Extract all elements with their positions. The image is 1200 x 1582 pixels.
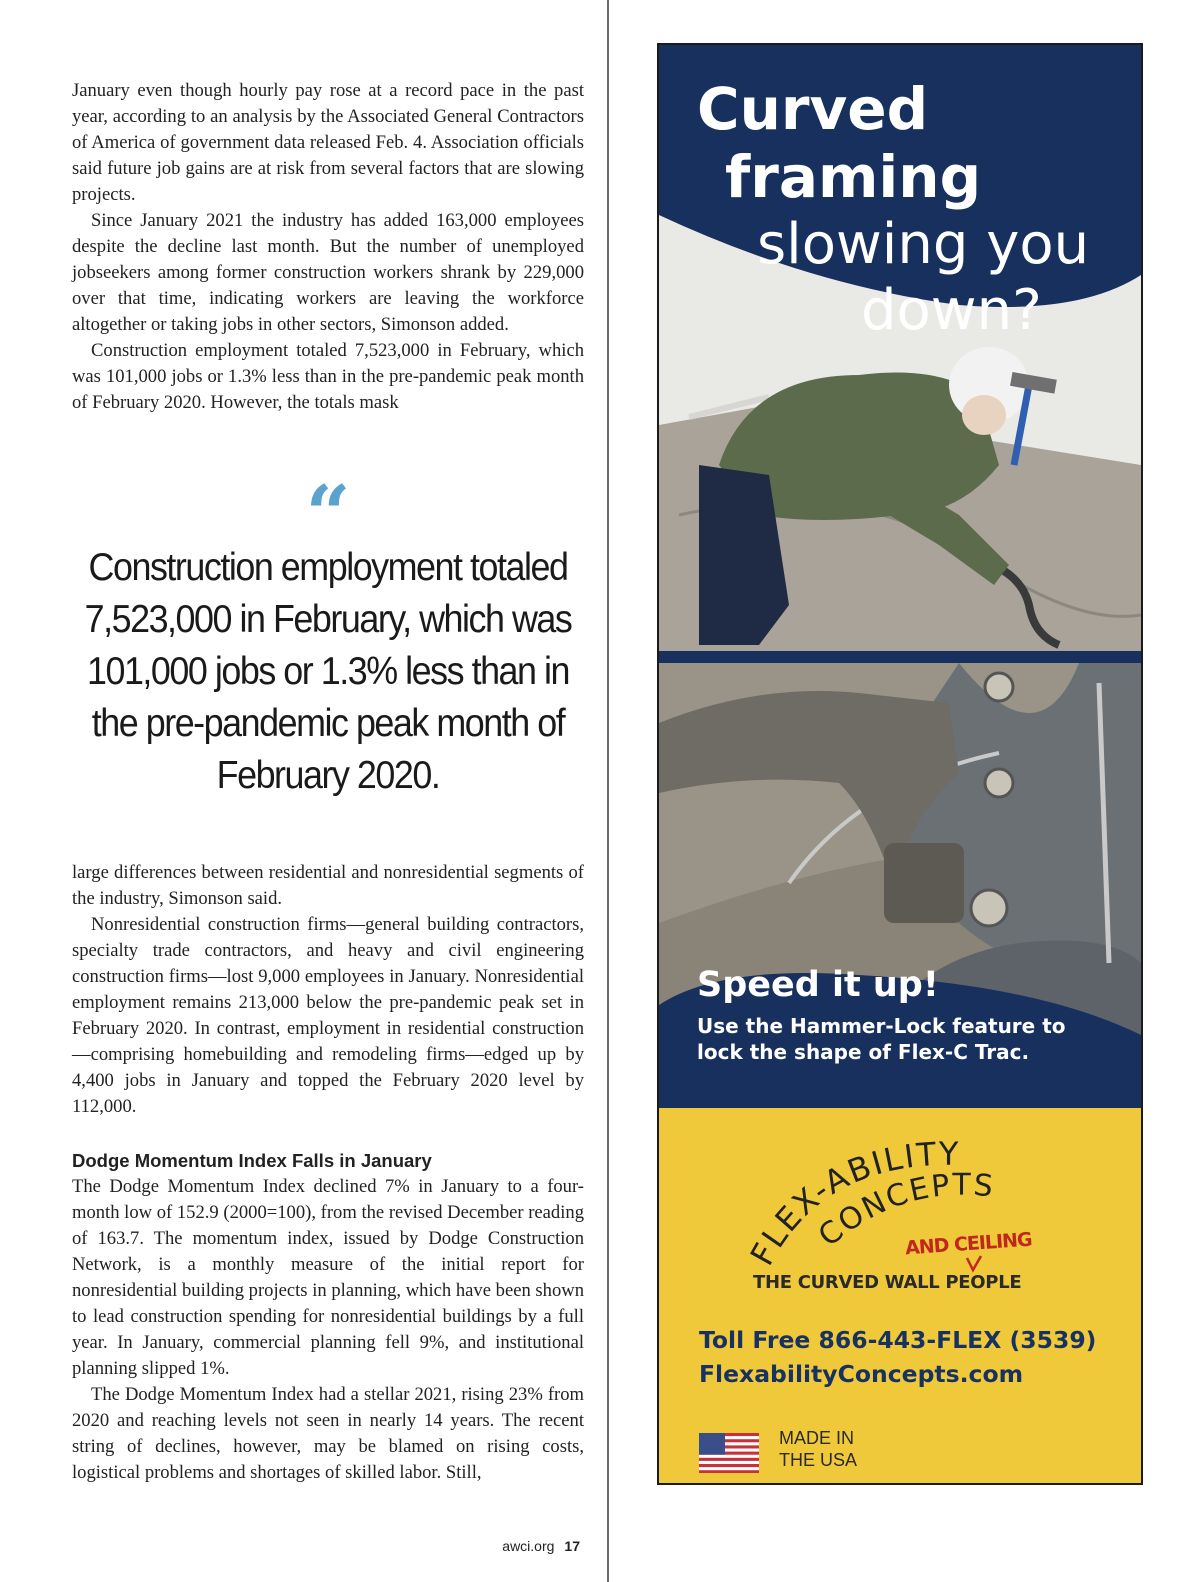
advertisement[interactable] <box>657 43 1143 1485</box>
article-paragraph: The Dodge Momentum Index had a stellar 2021, rising 23% from 2020 and reaching levels not seen in nearly 14 years. The recent string of declines, however, may be blamed on rising costs, logistical problems and shortages of skilled labor. Still, <box>72 1384 584 1483</box>
ad-headline-line2: framing <box>725 143 982 211</box>
ad-headline-line3: slowing you <box>757 212 1090 277</box>
article-top <box>72 78 584 416</box>
svg-text:CONCEPTS: CONCEPTS <box>811 1167 997 1254</box>
phone-number: Toll Free 866-443-FLEX (3539) <box>699 1326 1097 1354</box>
handwritten-note: AND CEILING <box>904 1228 1033 1260</box>
company-tagline: THE CURVED WALL PEOPLE <box>753 1272 1022 1293</box>
ad-top-photo <box>659 45 1141 651</box>
made-in-line1: MADE IN <box>779 1428 855 1448</box>
ad-separator <box>659 651 1141 663</box>
ad-headline-line4: down? <box>861 278 1042 343</box>
article-paragraph: Construction employment totaled 7,523,000 in February, which was 101,000 jobs or 1.3% less than in the pre-pandemic peak month of February 2020. However, the totals mask <box>72 340 584 413</box>
article-paragraph: large differences between residential and nonresidential segments of the industry, Simonson said. <box>72 862 584 909</box>
us-flag-icon <box>699 1433 759 1473</box>
quote-mark-icon: “ <box>305 469 351 560</box>
article-paragraph: The Dodge Momentum Index declined 7% in January to a four-month low of 152.9 (2000=100), from the revised December reading of 163.7. The momentum index, issued by Dodge Construction Network, is a monthly measure of the initial report for nonresidential building projects in planning, which have been shown to lead construction spending for nonresidential buildings by a full year. In January, commercial planning fell 9%, and institutional planning slipped 1%. <box>72 1176 584 1379</box>
article-paragraph: Since January 2021 the industry has added 163,000 employees despite the decline last month. But the number of unemployed jobseekers among former construction workers shrank by 229,000 over that time, indicating workers are leaving the workforce altogether or taking jobs in other sectors, Simonson added. <box>72 210 584 335</box>
page-footer <box>502 1538 580 1554</box>
article-bottom <box>72 860 584 1486</box>
column-divider <box>607 0 609 1582</box>
flex-ability-logo <box>719 1108 1099 1338</box>
article-paragraph: January even though hourly pay rose at a record pace in the past year, according to an analysis by the Associated General Contractors of America of government data released Feb. 4. Association officials said future job gains are at risk from several factors that are slowing projects. <box>72 80 584 205</box>
made-in-usa <box>779 1427 857 1471</box>
ad-speed-title: Speed it up! <box>697 965 939 1005</box>
pull-quote-text: Construction employment totaled 7,523,000 in February, which was 101,000 jobs or 1.3% less than in the pre-pandemic peak month of February 2020. <box>84 546 572 797</box>
svg-text:FLEX-ABILITY: FLEX-ABILITY <box>742 1134 961 1272</box>
section-subhead: Dodge Momentum Index Falls in January <box>72 1150 432 1171</box>
ad-speed-body: Use the Hammer-Lock feature to lock the shape of Flex-C Trac. <box>697 1014 1066 1064</box>
page-number: 17 <box>564 1538 580 1554</box>
pull-quote <box>72 469 584 802</box>
website-link[interactable]: FlexabilityConcepts.com <box>699 1360 1024 1388</box>
ad-headline-line1: Curved <box>697 75 929 143</box>
made-in-line2: THE USA <box>779 1450 858 1470</box>
ad-contact <box>699 1323 1096 1391</box>
footer-site: awci.org <box>502 1538 555 1554</box>
ad-yellow-panel <box>659 1108 1141 1483</box>
article-paragraph: Nonresidential construction firms—general building contractors, specialty trade contractors, and heavy and civil engineering construction firms—lost 9,000 employees in January. Nonresidential employment remains 213,000 below the pre-pandemic peak set in February 2020. In contrast, employment in residential construction—comprising homebuilding and remodeling firms—edged up by 4,400 jobs in January and topped the February 2020 level by 112,000. <box>72 914 584 1117</box>
